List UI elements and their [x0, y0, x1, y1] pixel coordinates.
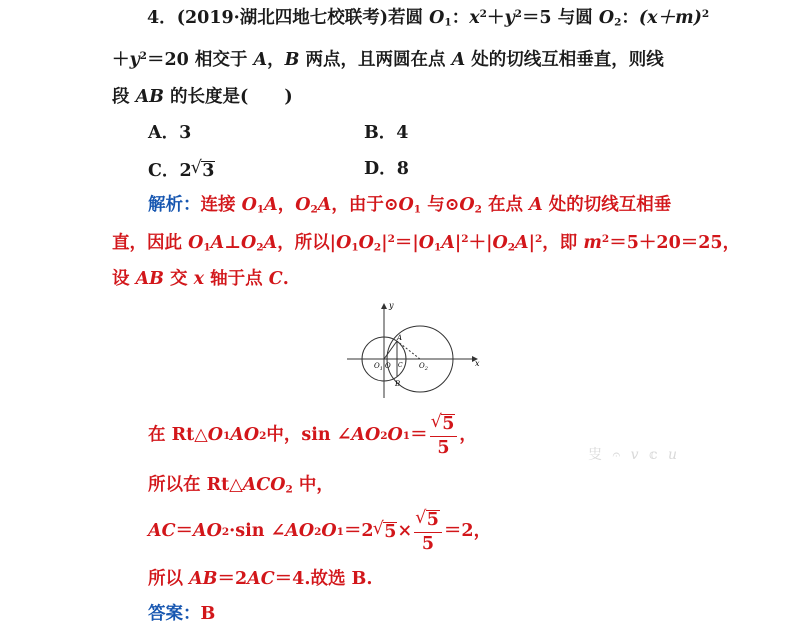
fraction — [414, 510, 442, 554]
var-o: O — [387, 425, 403, 446]
geometry-figure — [345, 300, 485, 400]
subscript: 1 — [444, 16, 452, 29]
var-o: O — [295, 195, 311, 215]
fraction-numerator — [414, 510, 442, 532]
y-axis-label: y — [389, 301, 394, 310]
solution-text: ＝2 — [217, 569, 248, 589]
solution-text: ，由于⊙ — [331, 195, 399, 215]
solution-text: 在点 — [481, 195, 530, 215]
solution-text: ＋| — [468, 233, 493, 253]
question-source: (2019·湖北四地七校联考) — [176, 8, 389, 28]
exponent: 2 — [479, 8, 487, 21]
var-o: O — [188, 233, 204, 253]
var-o: O — [321, 521, 337, 542]
option-b — [364, 125, 408, 143]
colon: ： — [621, 8, 639, 28]
question-text: ＝5 与圆 — [521, 8, 599, 28]
point-a: A — [441, 233, 455, 253]
var-o: O — [418, 233, 434, 253]
subscript: 2 — [310, 203, 318, 216]
comma: ， — [459, 425, 477, 446]
option-c-radicand: 3 — [202, 161, 215, 181]
point-a-label: A — [397, 334, 403, 342]
var-x: x — [469, 8, 480, 28]
solution-text: 轴于点 — [204, 269, 269, 289]
question-text: ＝20 相交于 — [146, 50, 254, 70]
subscript: 2 — [285, 483, 293, 496]
solution-text: 所以 — [148, 569, 190, 589]
question-text: 段 — [112, 87, 136, 107]
option-b-value: 4 — [396, 123, 409, 143]
question-line-3 — [112, 89, 293, 107]
comma: ， — [267, 50, 285, 70]
var-o: O — [241, 233, 257, 253]
solution-text: ，即 — [542, 233, 584, 253]
var-y: y — [504, 8, 515, 28]
radicand: 5 — [426, 510, 439, 531]
point-a: A — [242, 475, 257, 495]
segment-o2a — [397, 341, 420, 359]
abs-bar: | — [381, 233, 388, 253]
perp-symbol: ⊥ — [224, 233, 242, 253]
expr-x-plus-m: (x＋m) — [638, 8, 702, 28]
point-a: A — [451, 50, 466, 70]
var-o: O — [492, 233, 508, 253]
subscript: 2 — [373, 241, 382, 254]
var-o: O — [598, 8, 615, 28]
times: × — [397, 521, 413, 542]
question-text: 若圆 — [388, 8, 430, 28]
solution-text: 中， — [292, 475, 334, 495]
period: . — [282, 269, 289, 289]
var-x: x — [193, 269, 205, 289]
sin-line: 在 Rt△ O 1 A O 2 中，sin ∠ A O 2 O 1 ＝ √ $\frac{5}{5}$ ， — [148, 414, 477, 458]
subscript: 1 — [203, 241, 211, 254]
exponent: 2 — [461, 233, 469, 246]
solution-so-line-1 — [148, 477, 334, 495]
solution-line-3 — [112, 271, 289, 289]
close-paren: ) — [284, 87, 293, 107]
sqrt-symbol — [374, 522, 398, 542]
solution-text: ＝5＋20＝25， — [609, 233, 741, 253]
plus: ＋ — [112, 50, 130, 70]
var-o: O — [298, 521, 315, 542]
watermark: 㕜 𝄐 𝑣 𝕔 𝑢 — [588, 447, 681, 463]
solution-label: 解析： — [148, 195, 201, 215]
solution-text: 在 Rt△ — [148, 425, 208, 446]
o1-subscript: 1 — [379, 366, 383, 372]
point-a: A — [317, 195, 332, 215]
option-d-label: D． — [364, 159, 397, 179]
question-line-1 — [147, 10, 709, 28]
solution-text: ·sin ∠ — [229, 521, 286, 542]
exponent: 2 — [601, 233, 610, 246]
exponent: 2 — [139, 50, 147, 63]
var-o: O — [270, 475, 286, 495]
subscript: 2 — [474, 203, 482, 216]
question-number: 4． — [147, 8, 177, 28]
option-a-value: 3 — [179, 123, 192, 143]
var-o: O — [336, 233, 352, 253]
point-b-label: B — [395, 380, 401, 388]
option-d — [364, 161, 409, 179]
var-o: O — [358, 233, 374, 253]
exponent: 2 — [387, 233, 395, 246]
question-text: 的长度是( — [163, 87, 249, 107]
origin-label: O — [385, 362, 391, 370]
var-o: O — [398, 195, 414, 215]
fraction — [430, 414, 458, 458]
question-text: 处的切线互相垂直，则线 — [465, 50, 664, 70]
solution-text: 交 — [163, 269, 194, 289]
option-b-label: B． — [364, 123, 397, 143]
segment-ab: AB — [135, 87, 164, 107]
option-d-value: 8 — [396, 159, 409, 179]
point-c: C — [256, 475, 271, 495]
subscript: 2 — [614, 16, 622, 29]
subscript: 1 — [413, 203, 422, 216]
equals: ＝ — [410, 425, 428, 446]
o2-label — [419, 362, 428, 372]
option-c — [148, 161, 215, 181]
solution-text: ，所以| — [277, 233, 337, 253]
subscript: 1 — [256, 203, 265, 216]
option-c-label: C． — [148, 161, 180, 181]
o1-letter: O — [374, 362, 380, 370]
var-o: O — [243, 425, 260, 446]
point-a: A — [230, 425, 244, 446]
segment-ab: AB — [135, 269, 164, 289]
point-a: A — [263, 233, 278, 253]
option-a — [148, 125, 191, 143]
solution-text: 直，因此 — [112, 233, 189, 253]
var-o: O — [207, 425, 223, 446]
var-o: O — [206, 521, 222, 542]
solution-text: ＝2， — [443, 521, 492, 542]
o2-letter: O — [419, 362, 425, 370]
o1-label — [374, 362, 383, 372]
question-text: 两点，且两圆在点 — [299, 50, 452, 70]
solution-text: ＝| — [394, 233, 419, 253]
comma: ， — [277, 195, 296, 215]
point-a: A — [193, 521, 207, 542]
subscript: 2 — [256, 241, 264, 254]
var-o: O — [364, 425, 381, 446]
sqrt-symbol — [432, 414, 456, 434]
var-y: y — [129, 50, 140, 70]
sqrt-symbol — [416, 510, 440, 530]
answer-line — [148, 606, 215, 624]
point-a: A — [515, 233, 529, 253]
point-a: A — [529, 195, 543, 215]
solution-line-2 — [112, 235, 740, 253]
radicand: 5 — [442, 414, 455, 435]
radicand: 5 — [384, 522, 397, 543]
exponent: 2 — [514, 8, 522, 21]
subscript: 1 — [351, 241, 359, 254]
point-c: C — [268, 269, 283, 289]
answer-value: B — [200, 604, 216, 624]
solution-text: 中，sin ∠ — [266, 425, 352, 446]
var-m: m — [583, 233, 602, 253]
abs-bar: | — [528, 233, 535, 253]
x-axis-label: x — [475, 359, 480, 368]
ac-line: AC ＝ A O 2 ·sin ∠ A O 2 O 1 ＝2 √ 5 × √ $\frac{5}{5}$ ＝2， — [148, 510, 491, 554]
subscript: 2 — [507, 241, 516, 254]
option-a-label: A． — [148, 123, 180, 143]
equals: ＝ — [175, 521, 194, 542]
solution-text: ＝2 — [343, 521, 374, 542]
point-a: A — [285, 521, 299, 542]
subscript: 1 — [434, 241, 442, 254]
solution-text: 处的切线互相垂 — [542, 195, 672, 215]
answer-label: 答案： — [148, 604, 201, 624]
solution-line-1 — [148, 197, 671, 215]
o2-subscript: 2 — [424, 366, 428, 372]
solution-text: 与⊙ — [421, 195, 460, 215]
sqrt-symbol — [192, 161, 216, 181]
segment-ac: AC — [247, 569, 275, 589]
point-a: A — [351, 425, 365, 446]
fraction-denominator: 5 — [421, 533, 435, 554]
colon: ： — [451, 8, 470, 28]
fraction-denominator: 5 — [437, 437, 450, 458]
question-line-2 — [112, 52, 664, 70]
fraction-numerator — [430, 414, 458, 436]
segment-ab: AB — [189, 569, 218, 589]
point-a: A — [253, 50, 268, 70]
solution-text: 所以在 Rt△ — [148, 475, 243, 495]
solution-text: ＝4.故选 B. — [274, 569, 373, 589]
var-o: O — [429, 8, 445, 28]
point-a: A — [210, 233, 225, 253]
point-b: B — [284, 50, 300, 70]
var-o: O — [459, 195, 475, 215]
var-o: O — [241, 195, 257, 215]
solution-so-line-2 — [148, 571, 372, 589]
point-c-label: C — [398, 362, 403, 369]
abs-bar: | — [454, 233, 462, 253]
solution-text: 连接 — [200, 195, 242, 215]
plus: ＋ — [486, 8, 505, 28]
segment-ac: AC — [148, 521, 176, 542]
solution-text: 设 — [112, 269, 136, 289]
exponent: 2 — [701, 8, 710, 21]
option-c-coef: 2 — [179, 161, 192, 181]
exponent: 2 — [534, 233, 543, 246]
point-a: A — [264, 195, 278, 215]
